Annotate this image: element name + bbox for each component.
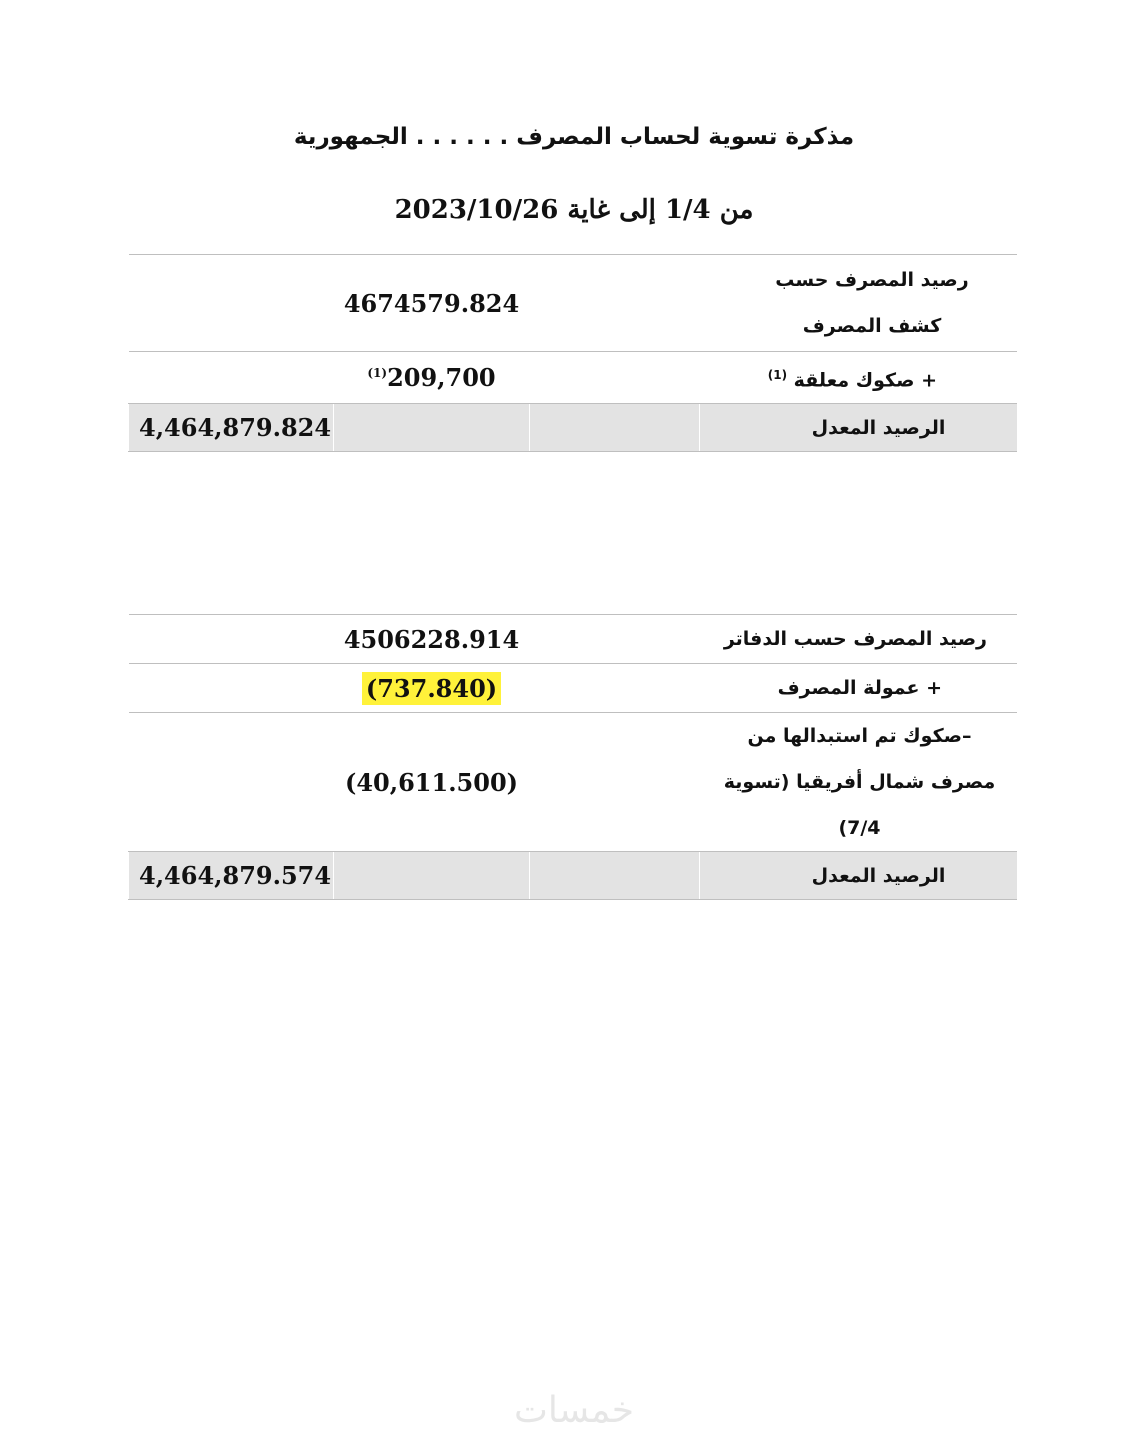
books-reconciliation-table xyxy=(128,614,1017,900)
spacer-cell xyxy=(530,852,700,900)
spacer-cell xyxy=(530,615,700,664)
spacer-cell xyxy=(530,664,700,713)
total-cell xyxy=(129,713,334,852)
table-row xyxy=(129,664,1018,713)
table-row xyxy=(129,713,1018,852)
spacer-cell xyxy=(530,352,700,404)
total-cell xyxy=(129,255,334,352)
table-row xyxy=(129,352,1018,404)
label-cell xyxy=(700,352,1018,404)
table-row-total xyxy=(129,404,1018,452)
table-row xyxy=(129,255,1018,352)
amount-value: 209,700 xyxy=(387,363,496,393)
spacer-cell xyxy=(530,713,700,852)
row-label: رصيد المصرف حسب كشف المصرف xyxy=(775,269,969,337)
spacer-cell xyxy=(530,404,700,452)
total-cell xyxy=(129,615,334,664)
highlighted-amount: (737.840) xyxy=(362,672,501,705)
label-cell xyxy=(700,713,1018,852)
label-cell: الرصيد المعدل xyxy=(700,852,1018,900)
amount-cell xyxy=(334,664,530,713)
table-row xyxy=(129,615,1018,664)
label-cell: + عمولة المصرف xyxy=(700,664,1018,713)
document-period: من 1/4 إلى غاية 2023/10/26 xyxy=(394,195,754,225)
amount-cell: 4506228.914 xyxy=(334,615,530,664)
amount-cell: 4674579.824 xyxy=(334,255,530,352)
table-row-total xyxy=(129,852,1018,900)
total-cell xyxy=(129,352,334,404)
document-title: مذكرة تسوية لحساب المصرف . . . . . . الجمهورية xyxy=(293,124,855,150)
spacer-cell xyxy=(530,255,700,352)
total-cell: 4,464,879.574 xyxy=(129,852,334,900)
row-label: –صكوك تم استبدالها من مصرف شمال أفريقيا (تسوية 7/4) xyxy=(723,725,996,839)
amount-cell xyxy=(334,404,530,452)
total-cell: 4,464,879.824 xyxy=(129,404,334,452)
row-label: + صكوك معلقة xyxy=(793,369,937,392)
label-cell: رصيد المصرف حسب الدفاتر xyxy=(700,615,1018,664)
watermark-logo: خمسات xyxy=(513,1390,635,1431)
label-cell xyxy=(700,255,1018,352)
total-cell xyxy=(129,664,334,713)
bank-statement-reconciliation-table xyxy=(128,254,1017,452)
amount-cell xyxy=(334,852,530,900)
footnote-marker: (1) xyxy=(767,368,788,382)
amount-cell: (40,611.500) xyxy=(334,713,530,852)
label-cell: الرصيد المعدل xyxy=(700,404,1018,452)
amount-cell xyxy=(334,352,530,404)
footnote-marker: (1) xyxy=(367,366,388,381)
